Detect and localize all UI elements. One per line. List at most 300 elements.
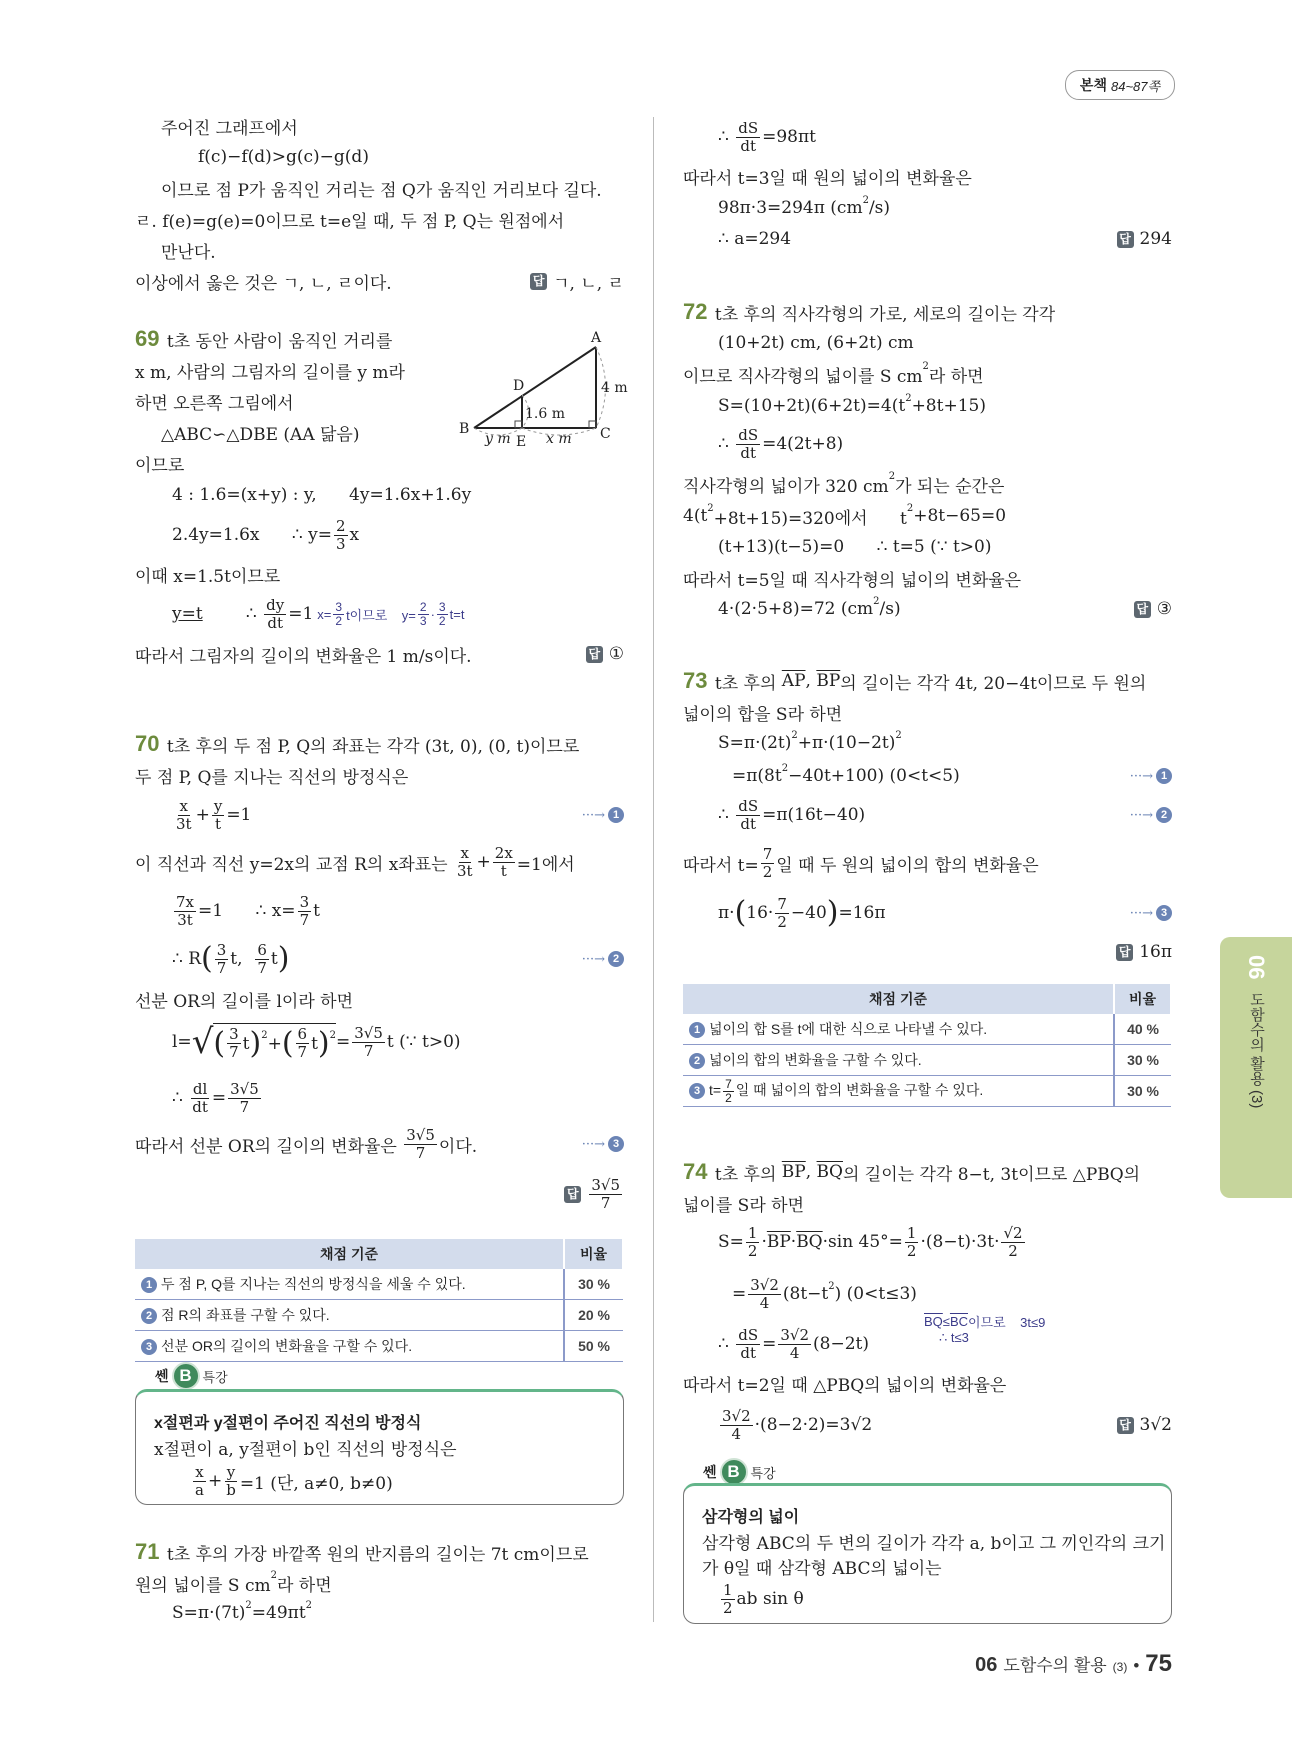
text: f(c)−f(d)>g(c)−g(d)	[198, 147, 369, 167]
text: /s)	[868, 198, 891, 218]
fraction	[723, 1078, 734, 1105]
problem-number: 69	[135, 326, 160, 351]
text: 넓이의 합 S를 t에 대한 식으로 나타낼 수 있다.	[709, 1021, 988, 1037]
denominator: 3t	[176, 814, 192, 833]
text: =98πt	[762, 127, 817, 147]
text: +π·(10−2t)	[797, 733, 896, 753]
text: t초 후의	[709, 1164, 782, 1185]
fraction	[455, 845, 475, 880]
fraction	[778, 1327, 811, 1362]
fraction	[193, 1464, 206, 1499]
text: 이므로 직사각형의 넓이를 S cm	[683, 366, 923, 387]
text: 두 점 P, Q를 지나는 직선의 방정식을 세울 수 있다.	[161, 1276, 466, 1292]
numerator: 3√5	[354, 1023, 383, 1042]
text: l=	[172, 1032, 192, 1052]
fraction	[228, 1081, 261, 1116]
dotted-arrow-icon: ···→	[1129, 905, 1153, 921]
numerator: 3	[216, 940, 227, 959]
numerator: 3√5	[230, 1079, 259, 1098]
numerator: 7	[725, 1076, 732, 1091]
denominator: t	[215, 814, 222, 833]
chapter-side-label	[1243, 955, 1269, 1198]
text: ≤	[942, 1313, 950, 1329]
text: ∴ a=294	[718, 229, 792, 249]
dotted-arrow-icon: ···→	[1129, 768, 1153, 784]
denominator: 7	[415, 1143, 426, 1162]
text: 따라서 선분 OR의 길이의 변화율은	[135, 1136, 403, 1157]
step-number: 3	[1156, 905, 1172, 921]
answer-badge-icon: 답	[564, 1186, 581, 1203]
fraction	[174, 798, 194, 833]
text: (8−2t)	[813, 1334, 870, 1354]
numerator: 2	[419, 599, 427, 614]
fraction	[905, 1225, 919, 1260]
text: t (∵ t>0)	[386, 1032, 461, 1052]
text: t초 후의	[709, 673, 782, 694]
text: 이다.	[438, 1136, 478, 1157]
superscript: 2	[781, 762, 789, 774]
text: =1	[288, 604, 314, 624]
ratio-cell: 30 %	[564, 1269, 623, 1300]
text: ∴	[202, 604, 263, 624]
square-root	[192, 1023, 336, 1061]
label-xm: x m	[546, 431, 572, 447]
textbook-page-reference-badge	[1065, 70, 1175, 100]
denominator: 2	[335, 613, 343, 628]
text: 16·	[746, 903, 774, 923]
text: +	[267, 1033, 282, 1054]
text: S=π·(7t)	[172, 1603, 246, 1623]
answer-badge-icon: 답	[1117, 231, 1134, 248]
text: ∴	[718, 127, 735, 147]
text: ∴ t≤3	[939, 1330, 969, 1345]
text: 선분 OR의 길이를 l이라 하면	[135, 991, 354, 1012]
label-1.6m: 1.6 m	[525, 406, 565, 422]
text: 일 때 두 원의 넓이의 합의 변화율은	[776, 855, 1039, 876]
numerator: 2x	[494, 843, 513, 862]
fraction	[296, 1026, 310, 1061]
numerator: 3√2	[750, 1275, 779, 1294]
numerator: 1	[723, 1580, 733, 1599]
text: =	[732, 1284, 747, 1304]
step-number: 3	[689, 1083, 705, 1099]
text: t	[242, 1033, 250, 1054]
criteria-cell	[135, 1269, 564, 1300]
text: x=	[317, 606, 332, 622]
radicand	[213, 1023, 336, 1061]
segment-overline: $\overline{BP}$	[816, 671, 841, 691]
fraction	[589, 1177, 622, 1212]
tip-box-line-equation	[135, 1389, 624, 1505]
problem-number: 71	[135, 1539, 160, 1564]
header-ratio: 비율	[564, 1239, 623, 1269]
text: (t+13)(t−5)=0 ∴ t=5 (∵ t>0)	[718, 537, 992, 557]
text: ,	[805, 1162, 817, 1182]
step-number: 1	[608, 807, 624, 823]
footer-chapter: 06	[975, 1654, 998, 1676]
text: x	[349, 525, 360, 545]
table-row	[683, 1045, 1171, 1076]
denominator: 2	[725, 1090, 732, 1105]
chapter-side-tab	[1220, 937, 1292, 1198]
fraction	[736, 120, 760, 155]
text: 4·(2·5+8)=72 (cm	[718, 599, 874, 619]
fraction	[264, 597, 286, 632]
text: =1	[226, 805, 252, 825]
denominator: 4	[759, 1293, 770, 1312]
page-number: 75	[1145, 1650, 1172, 1677]
big-paren: (	[734, 895, 747, 930]
step-number: 2	[141, 1308, 157, 1324]
fraction	[736, 1327, 760, 1362]
table-row	[135, 1300, 623, 1331]
label-B: B	[459, 421, 470, 437]
numerator: dy	[266, 595, 285, 614]
ssen-logo: 쎈	[155, 1368, 169, 1384]
page-range: 84~87쪽	[1110, 78, 1161, 94]
table-row	[683, 1076, 1171, 1107]
text: =1 ∴ x=	[198, 901, 296, 921]
denominator: 4	[789, 1343, 800, 1362]
denominator: dt	[740, 136, 756, 155]
text: ab sin θ	[736, 1589, 804, 1609]
text: +8t−65=0	[913, 506, 1007, 526]
big-paren: )	[826, 895, 839, 930]
fraction	[404, 1127, 437, 1162]
text: 넓이의 합을 S라 하면	[683, 704, 843, 725]
label-E: E	[516, 434, 527, 450]
text: =4(2t+8)	[762, 434, 844, 454]
segment-overline: $\overline{BP}$	[781, 1162, 806, 1182]
superscript: 2	[873, 595, 880, 607]
step-number: 3	[608, 1136, 624, 1152]
ratio-cell: 30 %	[1114, 1076, 1171, 1107]
ssen-b-lecture-tag	[703, 1458, 776, 1486]
fraction	[334, 518, 348, 553]
page-footer	[975, 1650, 1172, 1678]
underlined-expression: y=t	[172, 604, 203, 624]
text: +	[207, 1471, 223, 1491]
dotted-arrow-icon: ···→	[581, 1136, 605, 1152]
denominator: dt	[740, 443, 756, 462]
denominator: 7	[297, 1043, 308, 1061]
text: t	[270, 949, 278, 969]
denominator: dt	[740, 814, 756, 833]
text: S=	[718, 1232, 744, 1252]
text: 2.4y=1.6x ∴ y=	[172, 525, 332, 545]
denominator: dt	[740, 1343, 756, 1362]
text: ∴ R	[172, 949, 202, 969]
text: =	[762, 1334, 777, 1354]
table-row	[683, 1014, 1171, 1045]
problem-number: 70	[135, 731, 160, 756]
denominator: 3	[336, 534, 346, 553]
label-4m: 4 m	[601, 380, 628, 396]
criteria-cell	[683, 1045, 1114, 1076]
denominator: 2	[777, 912, 787, 931]
fraction	[352, 1025, 385, 1060]
text: t	[313, 901, 320, 921]
numerator: 3√2	[780, 1325, 810, 1344]
segment-overline: $\overline{BQ}$	[796, 1232, 823, 1252]
denominator: 2	[762, 862, 773, 881]
numerator: 3	[438, 599, 446, 614]
text: 선분 OR의 길이의 변화율을 구할 수 있다.	[161, 1338, 413, 1354]
superscript: 2	[862, 194, 869, 206]
criteria-cell	[135, 1300, 564, 1331]
text: t초 후의 직사각형의 가로, 세로의 길이는 각각	[709, 304, 1056, 325]
lecture-label: 특강	[750, 1465, 776, 1481]
fraction	[1001, 1225, 1024, 1260]
annotation	[924, 1312, 1045, 1331]
text: ·	[430, 606, 435, 622]
criteria-cell	[683, 1076, 1114, 1107]
answer-badge-icon: 답	[586, 646, 603, 663]
fraction	[174, 894, 196, 929]
numerator: x	[460, 843, 469, 862]
text: 가 되는 순간은	[895, 476, 1005, 497]
fraction	[212, 798, 224, 833]
denominator: dt	[267, 613, 283, 632]
text: (10+2t) cm, (6+2t) cm	[718, 333, 914, 353]
text: 이상에서 옳은 것은 ㄱ, ㄴ, ㄹ이다.	[135, 273, 392, 294]
denominator: 2	[723, 1598, 733, 1617]
text: =16π	[838, 903, 886, 923]
denominator: dt	[192, 1097, 208, 1116]
fraction	[215, 942, 229, 977]
text: ①	[608, 644, 624, 664]
numerator: 1	[747, 1223, 758, 1242]
dotted-arrow-icon: ···→	[581, 951, 605, 967]
text: 이므로	[135, 455, 185, 476]
book-label: 본책	[1079, 77, 1107, 93]
step-number: 1	[1156, 768, 1172, 784]
text: 16π	[1139, 942, 1172, 962]
denominator: 3t	[456, 861, 473, 880]
answer-badge-icon: 답	[1117, 1417, 1134, 1434]
text: 이므로 3t≤9	[968, 1314, 1046, 1330]
table-row	[135, 1269, 623, 1300]
text: 직사각형의 넓이가 320 cm	[683, 476, 889, 497]
fraction	[418, 601, 429, 628]
text: 점 R의 좌표를 구할 수 있다.	[161, 1307, 330, 1323]
ratio-cell: 50 %	[564, 1331, 623, 1362]
text: t,	[230, 949, 254, 969]
text: ∴	[718, 1334, 735, 1354]
ratio-cell: 20 %	[564, 1300, 623, 1331]
numerator: y	[226, 1462, 236, 1481]
text: 라 하면	[928, 366, 984, 387]
numerator: dl	[192, 1079, 208, 1098]
denominator: 7	[600, 1193, 611, 1212]
fraction	[298, 894, 312, 929]
text: =π(8t	[732, 766, 782, 786]
fraction	[761, 846, 775, 881]
text: 두 점 P, Q를 지나는 직선의 방정식은	[135, 767, 409, 788]
lecture-label: 특강	[202, 1369, 228, 1385]
denominator: 7	[257, 958, 267, 977]
fraction	[746, 1225, 760, 1260]
numerator: 3	[299, 892, 310, 911]
annotation	[317, 601, 464, 628]
denominator: 7	[363, 1041, 374, 1060]
big-paren: )	[249, 1025, 262, 1061]
fraction	[748, 1277, 781, 1312]
text: ·	[761, 1232, 767, 1252]
text: π·	[718, 903, 735, 923]
text: t	[311, 1033, 318, 1054]
superscript: 2	[906, 502, 914, 514]
segment-overline: $\overline{BC}$	[949, 1313, 968, 1329]
numerator: dS	[738, 118, 759, 137]
text: +	[476, 852, 491, 872]
text: +8t+15)=320에서 t	[713, 508, 907, 529]
text: =1 (단, a≠0, b≠0)	[239, 1473, 393, 1494]
text: t=	[709, 1081, 722, 1098]
ratio-cell: 40 %	[1114, 1014, 1171, 1045]
numerator: 3√5	[591, 1175, 620, 1194]
step-number: 3	[141, 1339, 157, 1355]
text: 의 길이는 각각 4t, 20−4t이므로 두 원의	[840, 673, 1147, 694]
text: 넓이의 합의 변화율을 구할 수 있다.	[709, 1052, 922, 1068]
numerator: 7	[762, 844, 773, 863]
fraction	[736, 798, 760, 833]
criteria-cell	[135, 1331, 564, 1362]
big-paren: (	[201, 941, 213, 976]
table-header-row	[135, 1239, 623, 1269]
chapter-title: 도함수의 활용 (3)	[1248, 991, 1265, 1109]
text: =	[336, 1032, 351, 1052]
text: 따라서 t=5일 때 직사각형의 넓이의 변화율은	[683, 570, 1022, 591]
text: x m, 사람의 그림자의 길이를 y m라	[135, 362, 405, 383]
problem-number: 72	[683, 299, 708, 324]
text: =	[211, 1088, 227, 1108]
superscript: 2	[895, 729, 902, 741]
column-divider	[653, 117, 654, 1622]
header-criteria: 채점 기준	[135, 1239, 564, 1269]
dotted-arrow-icon: ···→	[1129, 807, 1153, 823]
text: t=t	[449, 606, 465, 622]
text: t초 동안 사람이 움직인 거리를	[161, 331, 393, 352]
text: +8t+15)	[911, 396, 986, 416]
scoring-table-73	[683, 984, 1172, 1107]
text: ·sin 45°=	[822, 1232, 903, 1252]
b-circle-icon: B	[720, 1458, 748, 1486]
text: S=(10+2t)(6+2t)=4(t	[718, 396, 906, 416]
ssen-logo: 쎈	[703, 1464, 717, 1480]
step-number: 2	[1156, 807, 1172, 823]
fraction	[224, 1464, 238, 1499]
text: =1에서	[516, 854, 575, 875]
tip-title: x절편과 y절편이 주어진 직선의 방정식	[154, 1415, 422, 1432]
text: +	[195, 805, 210, 825]
text: 가 θ일 때 삼각형 ABC의 넓이는	[702, 1558, 942, 1579]
numerator: 1	[906, 1223, 917, 1242]
text: ·(8−2·2)=3√2	[754, 1415, 873, 1435]
text: ) (0<t≤3)	[834, 1284, 917, 1304]
big-paren: (	[213, 1025, 226, 1061]
numerator: 3	[335, 599, 343, 614]
text: ∴	[718, 805, 735, 825]
text: 이므로 점 P가 움직인 거리는 점 Q가 움직인 거리보다 길다.	[161, 180, 602, 201]
text: 4 : 1.6=(x+y) : y, 4y=1.6x+1.6y	[172, 485, 472, 505]
numerator: y	[213, 796, 223, 815]
denominator: a	[195, 1480, 204, 1499]
numerator: 3	[229, 1025, 239, 1043]
tip-box-triangle-area	[683, 1483, 1172, 1624]
denominator: t	[500, 861, 507, 880]
footer-title: 도함수의 활용	[1003, 1656, 1107, 1675]
denominator: b	[226, 1480, 236, 1499]
fraction	[227, 1026, 241, 1061]
label-C: C	[600, 426, 611, 442]
big-paren: )	[317, 1025, 330, 1061]
dotted-arrow-icon: ···→	[581, 807, 605, 823]
text: −40t+100) (0<t<5)	[788, 766, 960, 786]
label-ym: y m	[485, 431, 511, 447]
text: t이므로 y=	[346, 607, 416, 623]
text: △ABC∽△DBE (AA 닮음)	[161, 424, 360, 445]
table-header-row	[683, 984, 1171, 1014]
text: 주어진 그래프에서	[161, 118, 298, 139]
step-number: 2	[689, 1053, 705, 1069]
problem-number: 74	[683, 1159, 708, 1184]
header-criteria: 채점 기준	[683, 984, 1114, 1014]
numerator: 6	[297, 1025, 308, 1043]
right-angle-C	[589, 421, 596, 428]
step-number: 2	[608, 951, 624, 967]
text: ·(8−t)·3t·	[920, 1232, 1000, 1252]
text: 따라서 t=2일 때 △PBQ의 넓이의 변화율은	[683, 1375, 1007, 1396]
denominator: 7	[216, 958, 227, 977]
answer-badge-icon: 답	[1116, 944, 1133, 961]
superscript: 2	[270, 1569, 277, 1581]
text: =π(16t−40)	[762, 805, 866, 825]
text: 라 하면	[276, 1575, 332, 1596]
denominator: 2	[906, 1241, 917, 1260]
text: 3√2	[1139, 1415, 1172, 1435]
denominator: 7	[229, 1043, 239, 1061]
fraction	[333, 601, 344, 628]
text: ㄹ. f(e)=g(e)=0이므로 t=e일 때, 두 점 P, Q는 원점에서	[135, 211, 565, 232]
text: ∴	[172, 1088, 189, 1108]
superscript: 2	[707, 502, 714, 514]
superscript: 2	[329, 1030, 337, 1041]
text: 따라서 t=	[683, 855, 759, 876]
big-paren: )	[277, 941, 290, 976]
big-paren: (	[281, 1025, 294, 1061]
denominator: 4	[731, 1424, 742, 1443]
fraction	[255, 942, 269, 977]
text: −40	[790, 903, 827, 923]
text: t초 후의 두 점 P, Q의 좌표는 각각 (3t, 0), (0, t)이므로	[161, 736, 580, 757]
text: S=π·(2t)	[718, 733, 792, 753]
numerator: x	[179, 796, 189, 815]
b-circle-icon: B	[172, 1362, 200, 1390]
text: 만난다.	[161, 242, 216, 263]
numerator: dS	[738, 1325, 759, 1344]
text: ㄱ, ㄴ, ㄹ	[553, 273, 624, 294]
numerator: 3√5	[406, 1125, 435, 1144]
text: /s)	[879, 599, 901, 619]
text: 일 때 넓이의 합의 변화율을 구할 수 있다.	[735, 1081, 984, 1098]
step-number: 1	[689, 1022, 705, 1038]
numerator: √2	[1003, 1223, 1023, 1242]
answer-badge-icon: 답	[530, 273, 547, 290]
superscript: 2	[828, 1280, 835, 1292]
ratio-cell: 30 %	[1114, 1045, 1171, 1076]
chapter-number: 06	[1244, 955, 1269, 980]
